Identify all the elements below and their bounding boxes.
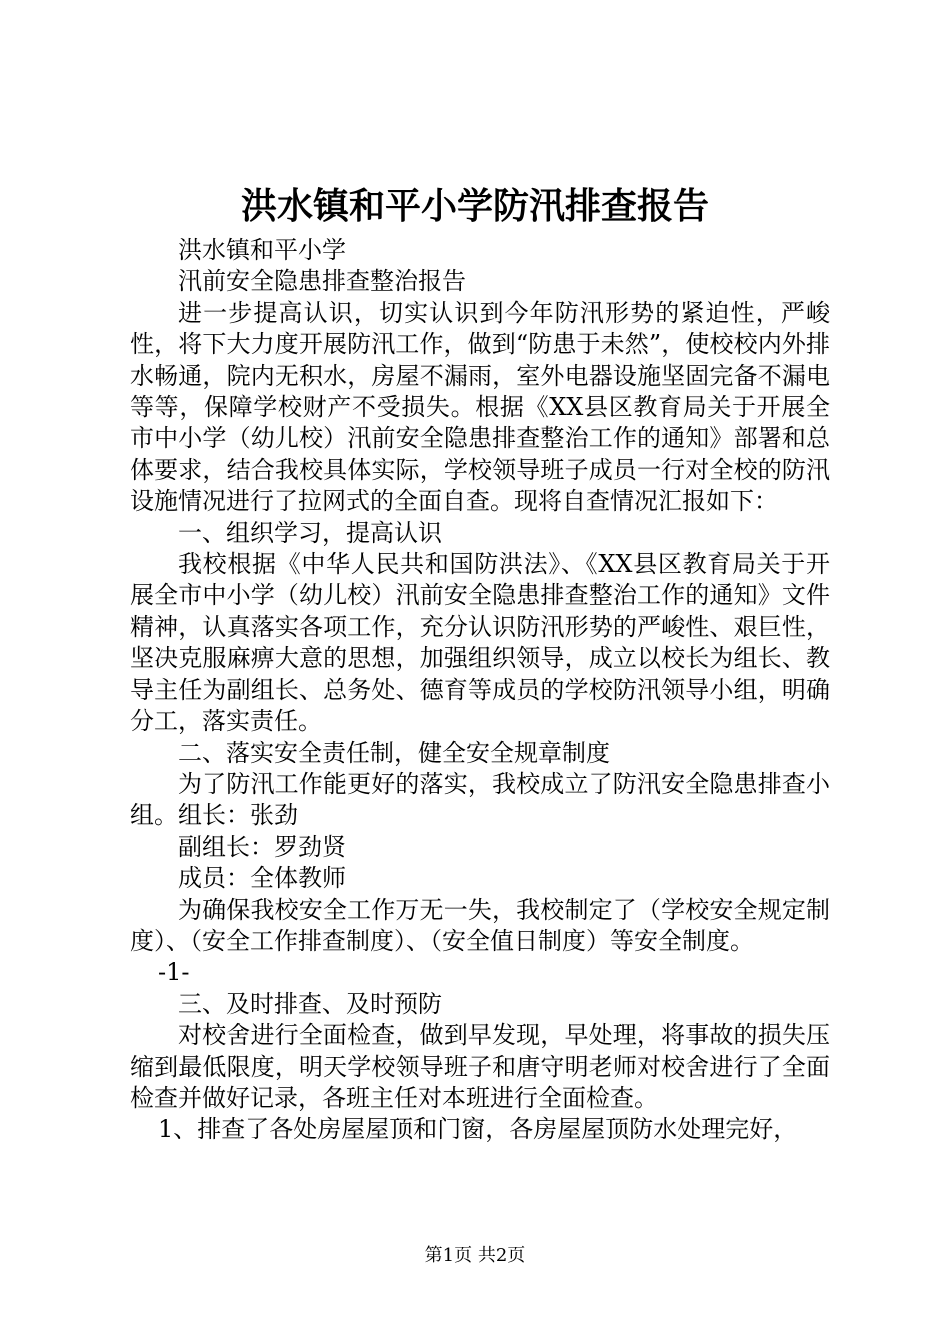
document-body <box>130 235 830 1146</box>
paragraph-section-1: 我校根据《中华人民共和国防洪法》、《XX县区教育局关于开展全市中小学（幼儿校）汛前安全隐患排查整治工作的通知》文件精神，认真落实各项工作，充分认识防汛形势的严峻性、艰巨性，坚决克服麻痹大意的思想，加强组织领导，成立以校长为组长、教导主任为副组长、总务处、德育等成员的学校防汛领导小组，明确分工，落实责任。 <box>130 550 830 736</box>
paragraph-safety-rules: 为确保我校安全工作万无一失，我校制定了（学校安全规定制度）、（安全工作排查制度）、（安全值日制度）等安全制度。 <box>130 895 830 955</box>
paragraph-members: 成员：全体教师 <box>178 864 346 893</box>
paragraph-deputy-leader: 副组长：罗劲贤 <box>178 832 346 861</box>
page-footer: 第1页 共2页 <box>424 1245 526 1266</box>
section-heading-1: 一、组织学习，提高认识 <box>178 518 442 547</box>
paragraph-item-1: 1、排查了各处房屋屋顶和门窗，各房屋屋顶防水处理完好， <box>158 1115 798 1144</box>
section-heading-2: 二、落实安全责任制，健全安全规章制度 <box>178 738 610 767</box>
section-heading-3: 三、及时排查、及时预防 <box>178 989 442 1018</box>
inline-page-marker: -1- <box>158 958 190 987</box>
paragraph-school-name: 洪水镇和平小学 <box>178 236 346 264</box>
paragraph-report-subtitle: 汛前安全隐患排查整治报告 <box>178 267 466 296</box>
paragraph-intro: 进一步提高认识，切实认识到今年防汛形势的紧迫性，严峻性，将下大力度开展防汛工作，做到“防患于未然”，使校校内外排水畅通，院内无积水，房屋不漏雨，室外电器设施坚固完备不漏电等等，保障学校财产不受损失。根据《XX县区教育局关于开展全市中小学（幼儿校）汛前安全隐患排查整治工作的通知》部署和总体要求，结合我校具体实际，学校领导班子成员一行对全校的防汛设施情况进行了拉网式的全面自查。现将自查情况汇报如下： <box>130 298 830 516</box>
paragraph-section-3: 对校舍进行全面检查，做到早发现，早处理，将事故的损失压缩到最低限度，明天学校领导班子和唐守明老师对校舍进行了全面检查并做好记录，各班主任对本班进行全面检查。 <box>130 1021 830 1112</box>
paragraph-team-leader: 为了防汛工作能更好的落实，我校成立了防汛安全隐患排查小组。组长：张劲 <box>130 769 830 830</box>
document-title: 洪水镇和平小学防汛排查报告 <box>240 186 709 227</box>
